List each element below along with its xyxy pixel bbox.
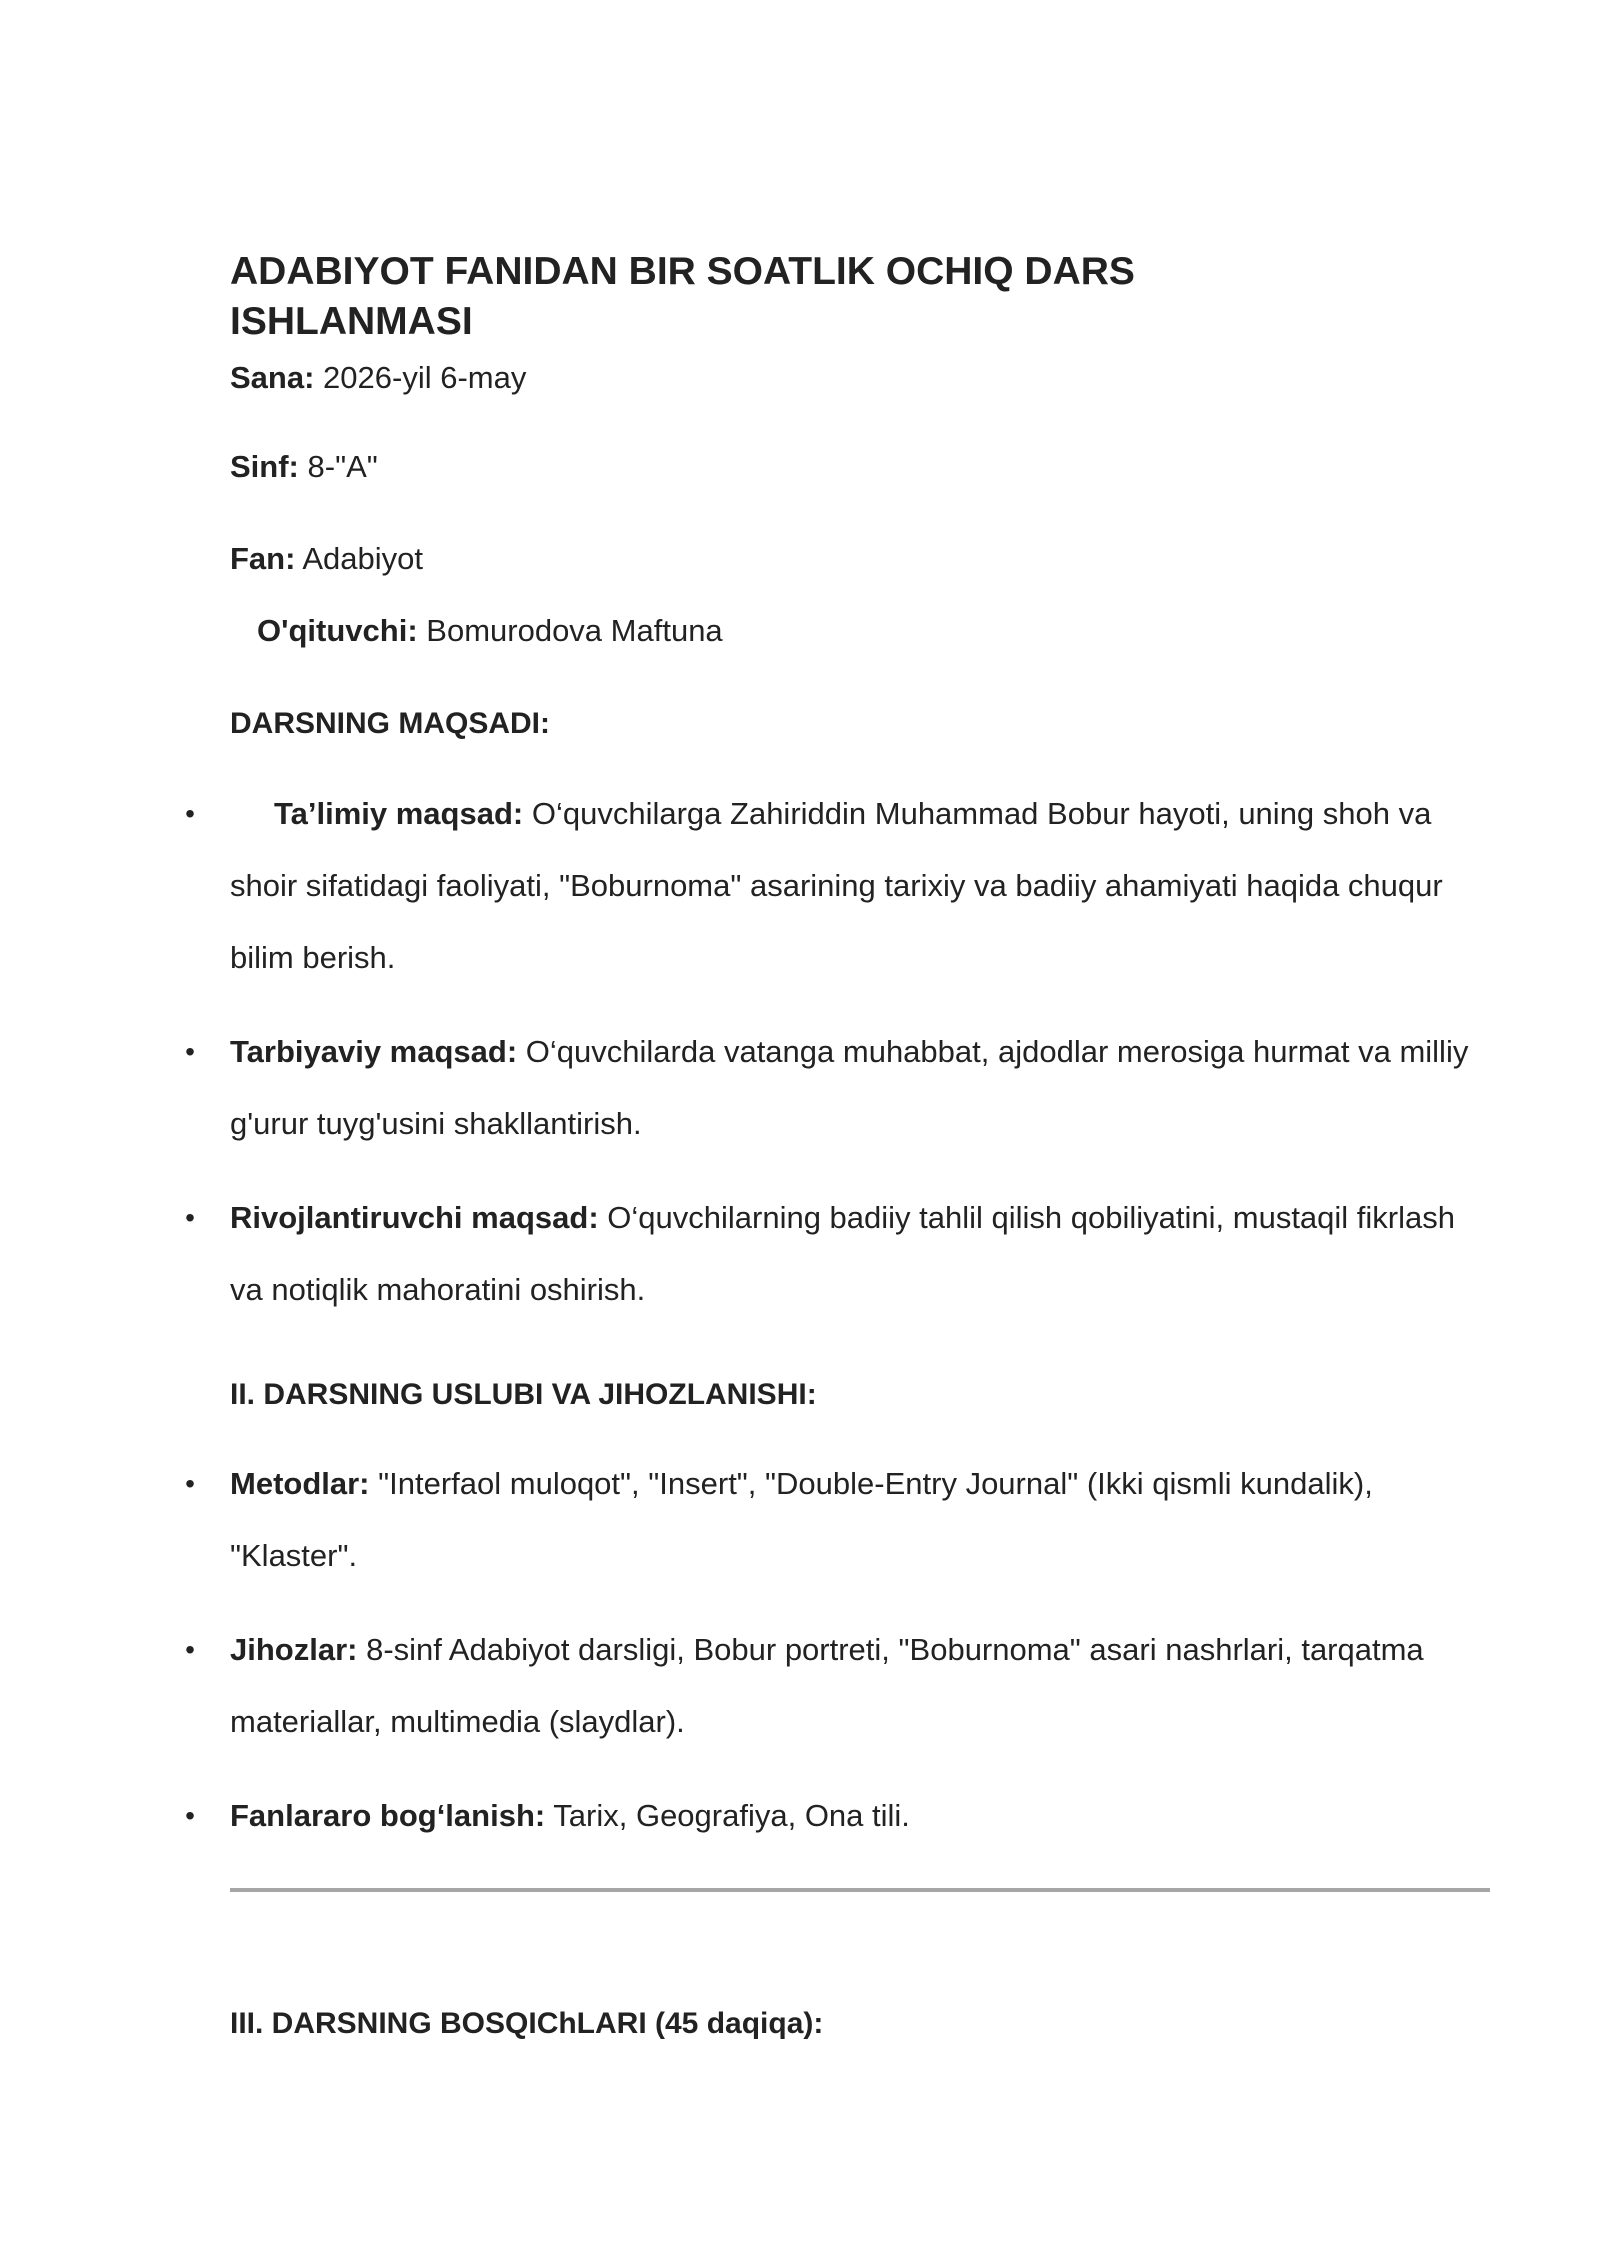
list-item-developmental-goal [185,1182,1490,1326]
teacher-line [257,611,723,651]
class-label: Sinf: [230,449,299,484]
list-item-educational-goal [185,778,1490,994]
subject-label: Fan: [230,541,296,576]
item-label: Metodlar: [230,1466,370,1501]
list-item-equipment [185,1614,1490,1758]
item-text: 8-sinf Adabiyot darsligi, Bobur portreti, "Boburnoma" asari nashrlari, tarqatma materiallar, multimedia (slaydlar). [230,1632,1424,1739]
subject-line [230,539,423,579]
subject-value: Adabiyot [302,541,423,576]
bullet-icon: • [185,1800,195,1831]
list-item-methods [185,1448,1490,1592]
bullet-icon: • [185,1468,195,1499]
item-text: O‘quvchilarning badiiy tahlil qilish qobiliyatini, mustaqil fikrlash va notiqlik mahoratini oshirish. [230,1200,1455,1307]
horizontal-divider [230,1888,1490,1892]
teacher-label: O'qituvchi: [257,613,418,648]
date-line [230,358,526,398]
section-heading-goals: DARSNING MAQSADI: [230,707,550,740]
item-label: Rivojlantiruvchi maqsad: [230,1200,599,1235]
item-text: O‘quvchilarda vatanga muhabbat, ajdodlar merosiga hurmat va milliy g'urur tuyg'usini shakllantirish. [230,1034,1469,1141]
document-title: ADABIYOT FANIDAN BIR SOATLIK OCHIQ DARS ISHLANMASI [230,250,1135,343]
teacher-value: Bomurodova Maftuna [426,613,723,648]
class-line [230,447,378,487]
item-label: Fanlararo bog‘lanish: [230,1798,546,1833]
section-heading-methods: II. DARSNING USLUBI VA JIHOZLANISHI: [230,1378,817,1411]
date-value: 2026-yil 6-may [323,360,527,395]
section-heading-stages: III. DARSNING BOSQIChLARI (45 daqiqa): [230,2007,824,2040]
item-text: O‘quvchilarga Zahiriddin Muhammad Bobur hayoti, uning shoh va shoir sifatidagi faoliyati, "Boburnoma" asarining tarixiy va badiiy ahamiyati haqida chuqur bilim berish. [230,796,1443,975]
bullet-icon: • [185,798,195,829]
item-text: Tarix, Geografiya, Ona tili. [553,1798,910,1833]
date-label: Sana: [230,360,315,395]
bullet-icon: • [185,1634,195,1665]
item-label: Tarbiyaviy maqsad: [230,1034,518,1069]
item-label: Ta’limiy maqsad: [274,796,524,831]
item-label: Jihozlar: [230,1632,358,1667]
list-item-interdisciplinary [185,1780,1490,1852]
bullet-icon: • [185,1202,195,1233]
list-item-upbringing-goal [185,1016,1490,1160]
bullet-icon: • [185,1036,195,1067]
item-text: "Interfaol muloqot", "Insert", "Double-Entry Journal" (Ikki qismli kundalik), "Klaster". [230,1466,1373,1573]
class-value: 8-"A" [307,449,378,484]
